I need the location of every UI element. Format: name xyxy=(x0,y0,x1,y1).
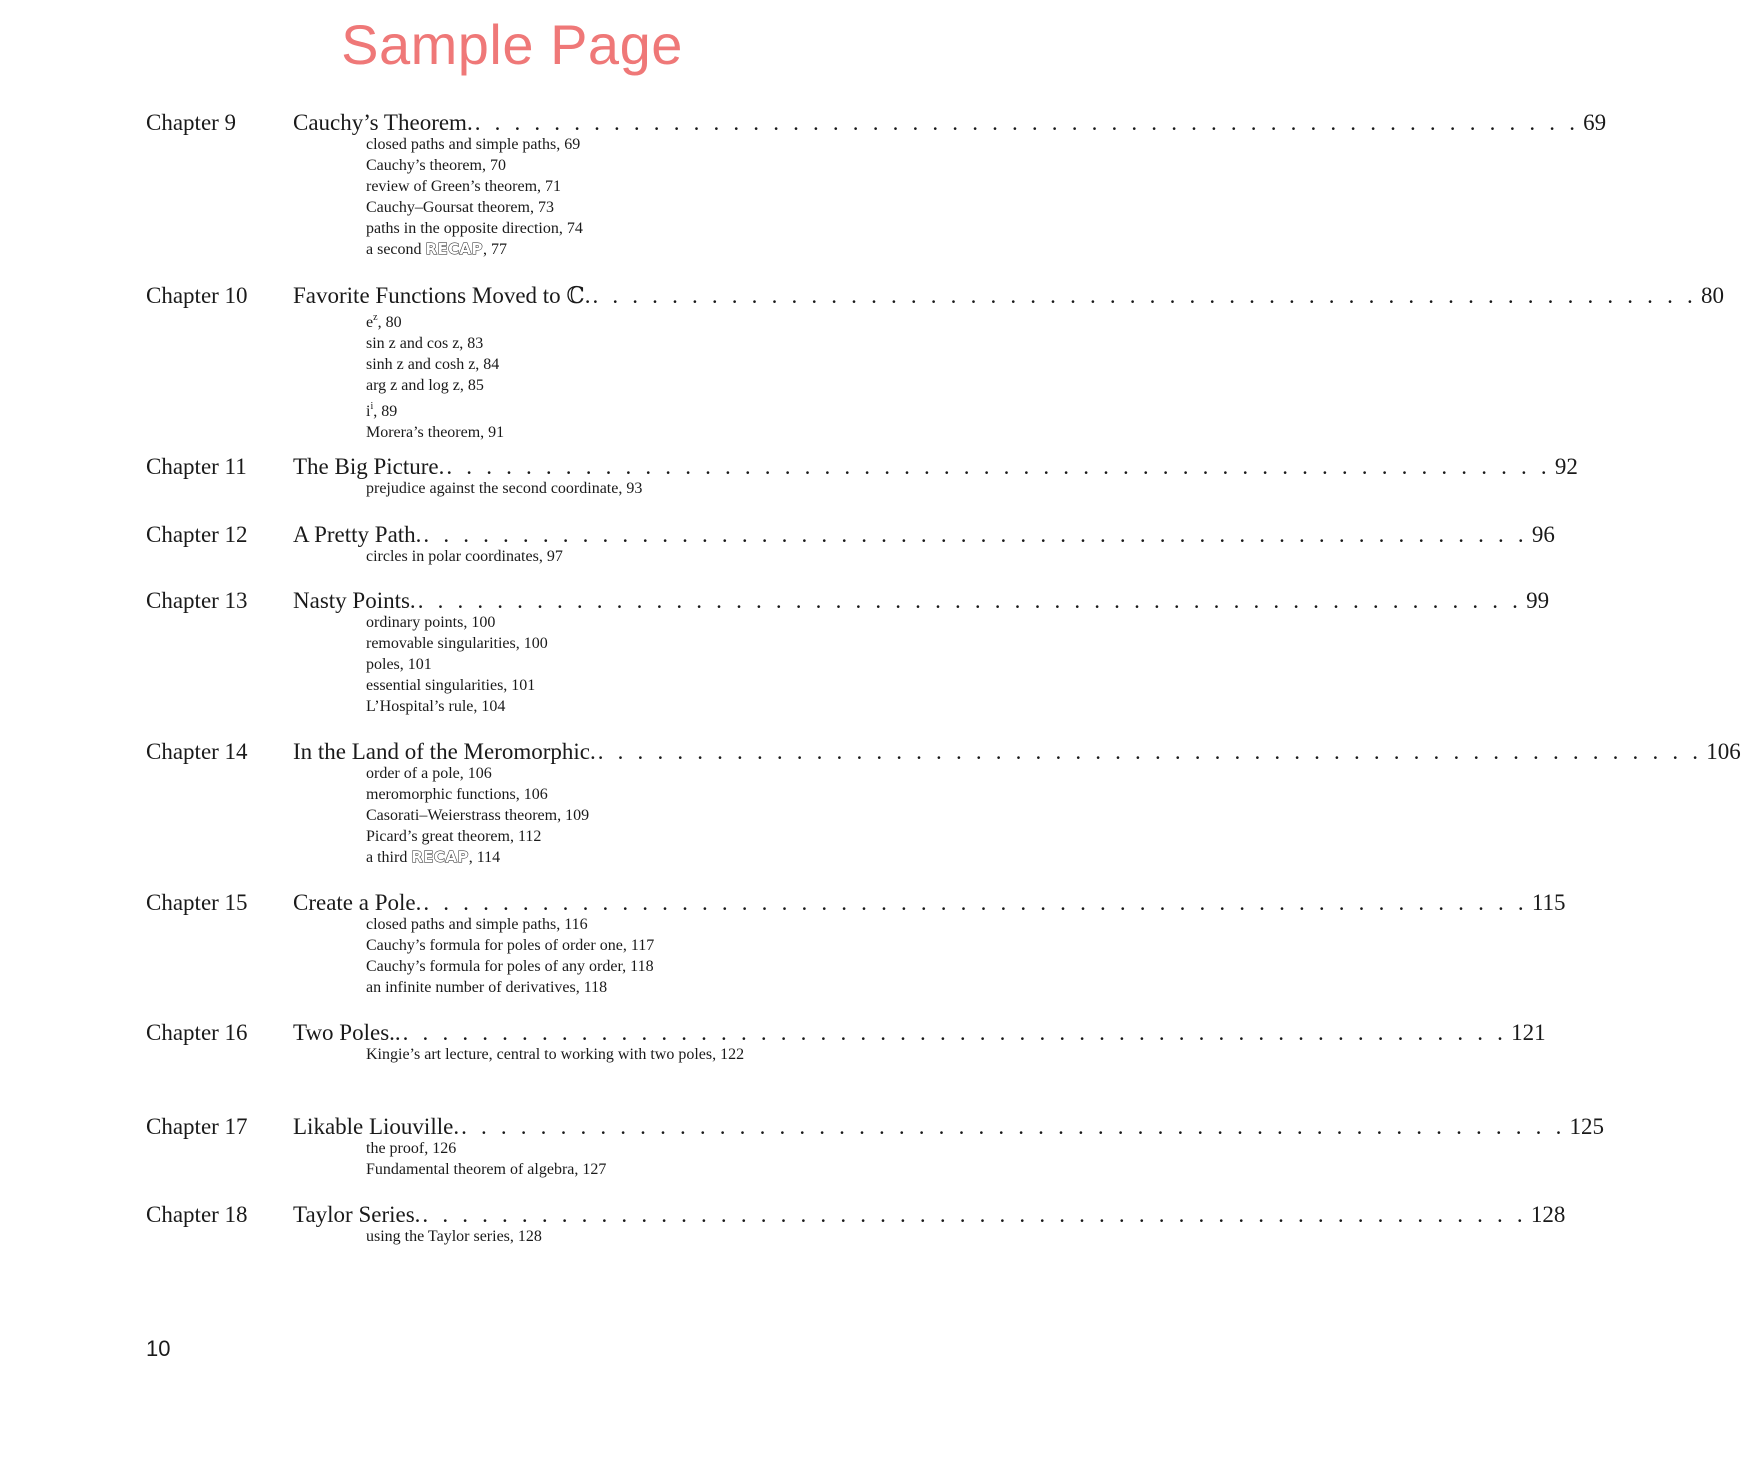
subtopic-list xyxy=(366,134,583,260)
subtopic-item: poles, 101 xyxy=(366,656,432,673)
chapter-page-number: 99 xyxy=(1526,588,1550,613)
chapter-title: In the Land of the Meromorphic. xyxy=(293,739,596,764)
chapter-page-number: 115 xyxy=(1531,890,1566,915)
subtopic-item: prejudice against the second coordinate, 93 xyxy=(366,480,643,497)
subtopic-page-ref: , 89 xyxy=(373,403,398,420)
chapter-label: Chapter 16 xyxy=(146,1020,248,1045)
subtopic-item xyxy=(366,239,583,260)
subtopic-item: Morera’s theorem, 91 xyxy=(366,424,505,441)
chapter-label: Chapter 11 xyxy=(146,454,247,479)
chapter-page-number: 80 xyxy=(1700,283,1724,308)
subtopic-list xyxy=(366,914,654,998)
subtopic-item: order of a pole, 106 xyxy=(366,765,492,782)
chapter-page-number: 125 xyxy=(1569,1114,1605,1139)
chapter-page-number: 128 xyxy=(1530,1202,1566,1227)
subtopic-item: removable singularities, 100 xyxy=(366,635,548,652)
recap-badge: RECAP xyxy=(425,240,483,258)
chapter-title: Cauchy’s Theorem. xyxy=(293,110,473,135)
chapter-label: Chapter 10 xyxy=(146,283,248,308)
dot-leader: . . . . . . . . . . . . . . . . . . . . . . . . . . . . . . . . . . . . . . . . . . . . . . . . . . . . . . . . xyxy=(423,522,1528,547)
subtopic-item: Cauchy’s formula for poles of any order, 118 xyxy=(366,958,654,975)
dot-leader: . . . . . . . . . . . . . . . . . . . . . . . . . . . . . . . . . . . . . . . . . . . . . . . . . . . . . . . . xyxy=(423,890,1528,915)
subtopic-text: a third xyxy=(366,849,412,866)
subtopic-item xyxy=(366,396,504,422)
chapter-label: Chapter 18 xyxy=(146,1202,248,1227)
subtopic-text: i xyxy=(366,403,371,420)
dot-leader: . . . . . . . . . . . . . . . . . . . . . . . . . . . . . . . . . . . . . . . . . . . . . . . . . . . . . . . . xyxy=(474,110,1580,135)
subtopic-item: Kingie’s art lecture, central to working with two poles, 122 xyxy=(366,1046,745,1063)
superscript: z xyxy=(373,312,378,323)
subtopic-item: Fundamental theorem of algebra, 127 xyxy=(366,1161,607,1178)
subtopic-text: a second xyxy=(366,241,426,258)
page-number: 10 xyxy=(146,1336,171,1361)
chapter-page-number: 106 xyxy=(1706,739,1741,764)
dot-leader: . . . . . . . . . . . . . . . . . . . . . . . . . . . . . . . . . . . . . . . . . . . . . . . . . . . . . . . . xyxy=(592,283,1697,308)
subtopic-page-ref: , 114 xyxy=(468,849,501,866)
chapter-page-number: 92 xyxy=(1554,454,1578,479)
subtopic-item: ordinary points, 100 xyxy=(366,614,496,631)
subtopic-list xyxy=(366,1226,542,1247)
subtopic-list xyxy=(366,1138,606,1180)
dot-leader: . . . . . . . . . . . . . . . . . . . . . . . . . . . . . . . . . . . . . . . . . . . . . . . . . . . . . . . . xyxy=(446,454,1551,479)
chapter-title: Taylor Series. xyxy=(293,1202,421,1227)
dot-leader: . . . . . . . . . . . . . . . . . . . . . . . . . . . . . . . . . . . . . . . . . . . . . . . . . . . . . . . . xyxy=(417,588,1523,613)
subtopic-item: L’Hospital’s rule, 104 xyxy=(366,698,506,715)
chapter-label: Chapter 9 xyxy=(146,110,237,135)
subtopic-item: the proof, 126 xyxy=(366,1140,457,1157)
dot-leader: . . . . . . . . . . . . . . . . . . . . . . . . . . . . . . . . . . . . . . . . . . . . . . . . . . . . . . . . xyxy=(402,1020,1508,1045)
dot-leader: . . . . . . . . . . . . . . . . . . . . . . . . . . . . . . . . . . . . . . . . . . . . . . . . . . . . . . . . xyxy=(461,1114,1566,1139)
chapter-label: Chapter 14 xyxy=(146,739,248,764)
recap-badge: RECAP xyxy=(411,848,469,866)
dot-leader: . . . . . . . . . . . . . . . . . . . . . . . . . . . . . . . . . . . . . . . . . . . . . . . . . . . . . . . . xyxy=(597,739,1703,764)
subtopic-list xyxy=(366,612,548,717)
chapter-title: Two Poles.. xyxy=(293,1020,401,1045)
subtopic-item: meromorphic functions, 106 xyxy=(366,786,548,803)
subtopic-page-ref: , 77 xyxy=(482,241,507,258)
dot-leader: . . . . . . . . . . . . . . . . . . . . . . . . . . . . . . . . . . . . . . . . . . . . . . . . . . . . . . . . xyxy=(422,1202,1527,1227)
subtopic-item: arg z and log z, 85 xyxy=(366,377,484,394)
subtopic-list xyxy=(366,478,642,499)
chapter-title: Create a Pole. xyxy=(293,890,422,915)
subtopic-item: circles in polar coordinates, 97 xyxy=(366,548,563,565)
subtopic-text: e xyxy=(366,314,374,331)
chapter-title: Nasty Points. xyxy=(293,588,416,613)
subtopic-item xyxy=(366,307,504,333)
subtopic-item xyxy=(366,847,589,868)
chapter-page-number: 69 xyxy=(1583,110,1607,135)
subtopic-item: Cauchy’s theorem, 70 xyxy=(366,157,506,174)
chapter-title: Favorite Functions Moved to ℂ. xyxy=(293,283,591,308)
chapter-label: Chapter 17 xyxy=(146,1114,248,1139)
subtopic-item: Picard’s great theorem, 112 xyxy=(366,828,542,845)
chapter-title: The Big Picture. xyxy=(293,454,445,479)
subtopic-item: Cauchy–Goursat theorem, 73 xyxy=(366,199,554,216)
subtopic-item: an infinite number of derivatives, 118 xyxy=(366,979,608,996)
subtopic-item: Casorati–Weierstrass theorem, 109 xyxy=(366,807,590,824)
subtopic-item: closed paths and simple paths, 69 xyxy=(366,136,581,153)
subtopic-page-ref: , 80 xyxy=(377,314,402,331)
subtopic-item: sin z and cos z, 83 xyxy=(366,335,484,352)
subtopic-item: essential singularities, 101 xyxy=(366,677,536,694)
chapter-label: Chapter 12 xyxy=(146,522,248,547)
chapter-title: Likable Liouville. xyxy=(293,1114,460,1139)
chapter-page-number: 121 xyxy=(1511,1020,1546,1045)
subtopic-item: closed paths and simple paths, 116 xyxy=(366,916,588,933)
subtopic-list xyxy=(366,546,563,567)
subtopic-list xyxy=(366,307,504,443)
subtopic-list xyxy=(366,763,589,868)
subtopic-item: review of Green’s theorem, 71 xyxy=(366,178,562,195)
superscript: i xyxy=(370,401,374,412)
chapter-label: Chapter 15 xyxy=(146,890,248,915)
subtopic-item: paths in the opposite direction, 74 xyxy=(366,220,583,237)
subtopic-list xyxy=(366,1044,744,1065)
subtopic-item: Cauchy’s formula for poles of order one, 117 xyxy=(366,937,655,954)
chapter-title: A Pretty Path. xyxy=(293,522,422,547)
subtopic-item: using the Taylor series, 128 xyxy=(366,1228,542,1245)
chapter-page-number: 96 xyxy=(1531,522,1555,547)
chapter-label: Chapter 13 xyxy=(146,588,248,613)
sample-page-watermark: Sample Page xyxy=(341,13,683,76)
subtopic-item: sinh z and cosh z, 84 xyxy=(366,356,500,373)
